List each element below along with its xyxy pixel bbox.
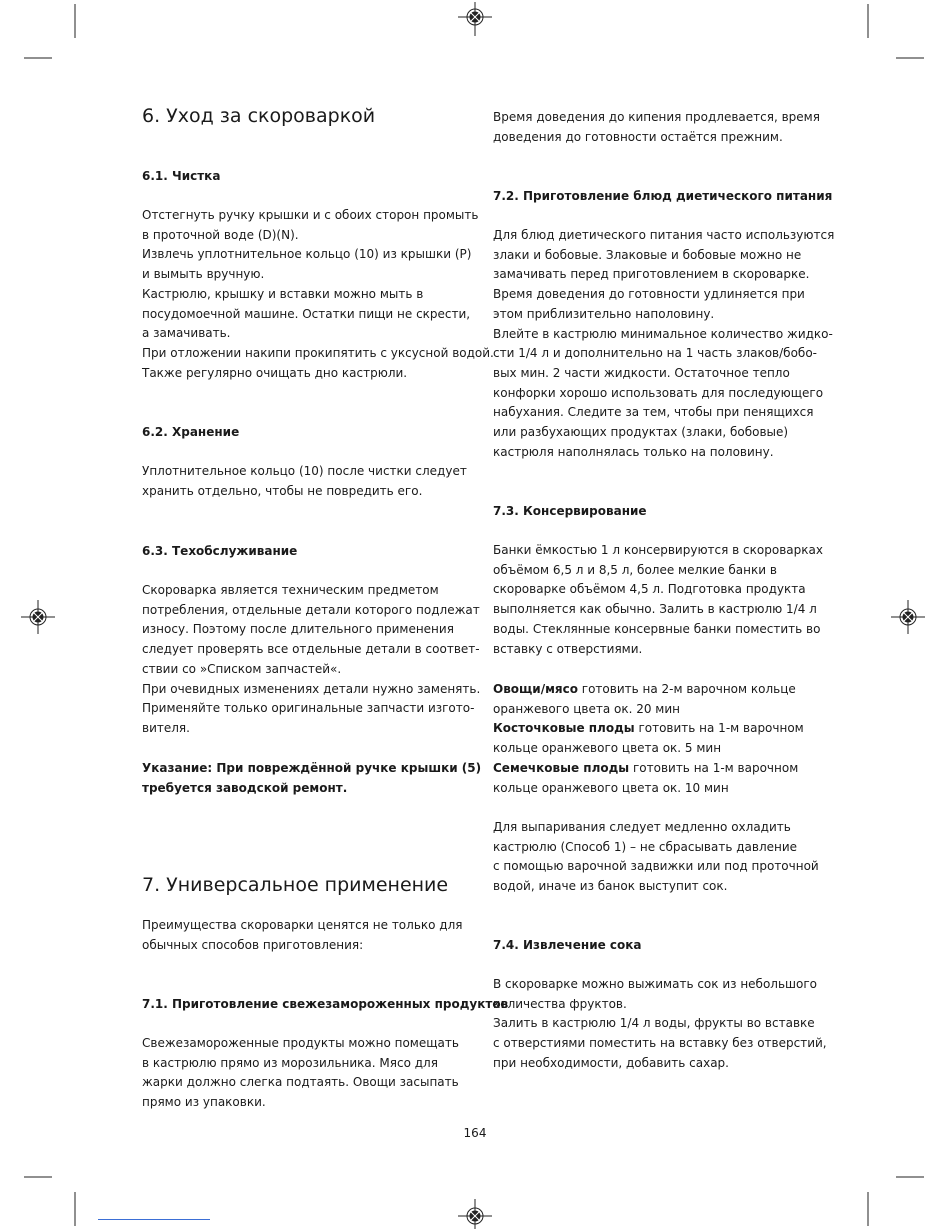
item-label: Семечковые плоды [493,760,630,775]
registration-mark-top [458,2,492,36]
text-line: водой, иначе из банок выступит сок. [493,879,728,894]
text-line: воды. Стеклянные консервные банки поместить во [493,621,821,636]
text-line: При очевидных изменениях детали нужно заменять. [142,681,481,696]
list-item [493,719,823,739]
section-7-1-heading: 7.1. Приготовление свежезамороженных продуктов [142,997,509,1011]
text-line: В скороварке можно выжимать сок из небольшого [493,977,818,991]
text-line: доведения до готовности остаётся прежним. [493,129,783,144]
text-line: потребления, отдельные детали которого подлежат [142,602,480,617]
section-7-3-text [493,541,823,659]
item-label: Овощи/мясо [493,682,578,696]
text-line: Влейте в кастрюлю минимальное количество жидко- [493,326,833,341]
text-line: Преимущества скороварки ценятся не только для [142,918,463,932]
text-line: замачивать перед приготовлением в скороварке. [493,267,810,282]
text-line: Для блюд диетического питания часто используются [493,228,835,242]
text-line: жарки должно слегка подтаять. Овощи засыпать [142,1075,459,1090]
section-6-title: 6. Уход за скороваркой [142,105,376,127]
text-line: кастрюлю (Способ 1) – не сбрасывать давление [493,839,798,854]
text-line: Залить в кастрюлю 1/4 л воды, фрукты во вставке [493,1016,815,1031]
text-line: а замачивать. [142,326,231,341]
section-7-1-text [142,1034,472,1113]
text-line: и вымыть вручную. [142,267,265,282]
text-line: Также регулярно очищать дно кастрюли. [142,365,408,380]
text-line: кастрюля наполнялась только на половину. [493,444,774,459]
note-line: Указание: При повреждённой ручке крышки (5) [142,761,482,775]
text-line: Уплотнительное кольцо (10) после чистки следует [142,464,467,478]
section-6-2-heading: 6.2. Хранение [142,425,240,439]
list-item-continued: оранжевого цвета ок. 20 мин [493,701,681,716]
section-7-title: 7. Универсальное применение [142,874,449,896]
text-line: следует проверять все отдельные детали в соответ- [142,642,480,657]
text-line: Свежезамороженные продукты можно помещать [142,1036,459,1050]
section-6-2-text [142,462,472,501]
text-line: Для выпаривания следует медленно охладить [493,820,791,834]
section-7-intro [142,916,472,955]
text-line: набухания. Следите за тем, чтобы при пенящихся [493,405,814,420]
text-line: хранить отдельно, чтобы не повредить его. [142,483,423,498]
text-line: при необходимости, добавить сахар. [493,1055,729,1070]
text-line: этом приблизительно наполовину. [493,306,715,321]
text-line: сти 1/4 л и дополнительно на 1 часть злаков/бобо- [493,346,817,361]
text-line: Применяйте только оригинальные запчасти изгото- [142,701,475,716]
list-item-continued: кольце оранжевого цвета ок. 5 мин [493,741,722,756]
text-line: Извлечь уплотнительное кольцо (10) из крышки (P) [142,247,472,262]
text-line: конфорки хорошо использовать для последующего [493,385,824,400]
text-line: Банки ёмкостью 1 л консервируются в скороварках [493,543,823,557]
registration-mark-right [891,600,925,634]
list-item [493,680,823,700]
text-line: Время доведения до кипения продлевается, время [493,110,820,124]
registration-mark-bottom [458,1199,492,1229]
list-item-continued: кольце оранжевого цвета ок. 10 мин [493,780,729,795]
text-line: Отстегнуть ручку крышки и с обоих сторон промыть [142,208,479,222]
text-line: Скороварка является техническим предметом [142,583,439,597]
text-line: вых мин. 2 части жидкости. Остаточное тепло [493,365,790,380]
list-item [493,759,823,779]
section-7-3-heading: 7.3. Консервирование [493,504,647,518]
text-line: износу. Поэтому после длительного применения [142,622,454,637]
canning-times-list [493,680,823,798]
text-line: или разбухающих продуктах (злаки, бобовые) [493,425,789,440]
section-7-4-text [493,975,827,1074]
section-7-2-heading: 7.2. Приготовление блюд диетического питания [493,189,833,203]
text-line: в проточной воде (D)(N). [142,227,299,242]
registration-mark-left [21,600,55,634]
text-line: ствии со »Списком запчастей«. [142,661,342,676]
text-line: вителя. [142,720,190,735]
text-line: вставку с отверстиями. [493,641,643,656]
text-line: с отверстиями поместить на вставку без отверстий, [493,1036,827,1051]
section-7-3-cooling-text [493,818,823,897]
section-6-3-note [142,759,482,798]
text-line: злаки и бобовые. Злаковые и бобовые можно не [493,247,802,262]
text-line: выполняется как обычно. Залить в кастрюлю 1/4 л [493,602,817,617]
text-line: При отложении накипи прокипятить с уксусной водой. [142,345,494,360]
item-text: готовить на 2-м варочном кольце [577,682,796,696]
text-line: скороварке объёмом 4,5 л. Подготовка продукта [493,582,806,597]
text-line: обычных способов приготовления: [142,937,364,952]
text-line: прямо из упаковки. [142,1095,266,1110]
item-label: Косточковые плоды [493,721,635,736]
text-line: в кастрюлю прямо из морозильника. Мясо для [142,1055,438,1070]
section-7-1-continuation [493,108,823,147]
text-line: количества фруктов. [493,996,627,1011]
text-line: Время доведения до готовности удлиняется при [493,287,805,302]
text-line: объёмом 6,5 л и 8,5 л, более мелкие банки в [493,562,777,577]
section-7-2-text [493,226,835,462]
blue-rule [98,1219,210,1220]
item-text: готовить на 1-м варочном [629,760,799,775]
text-line: Кастрюлю, крышку и вставки можно мыть в [142,286,424,301]
section-7-4-heading: 7.4. Извлечение сока [493,938,642,952]
text-line: посудомоечной машине. Остатки пищи не скрести, [142,306,471,321]
section-6-3-heading: 6.3. Техобслуживание [142,544,298,558]
page-number: 164 [463,1126,487,1140]
text-line: с помощью варочной задвижки или под проточной [493,859,819,874]
section-6-1-text [142,206,494,383]
section-6-3-text [142,581,481,739]
note-line: требуется заводской ремонт. [142,780,348,795]
section-6-1-heading: 6.1. Чистка [142,169,221,183]
item-text: готовить на 1-м варочном [634,721,804,736]
